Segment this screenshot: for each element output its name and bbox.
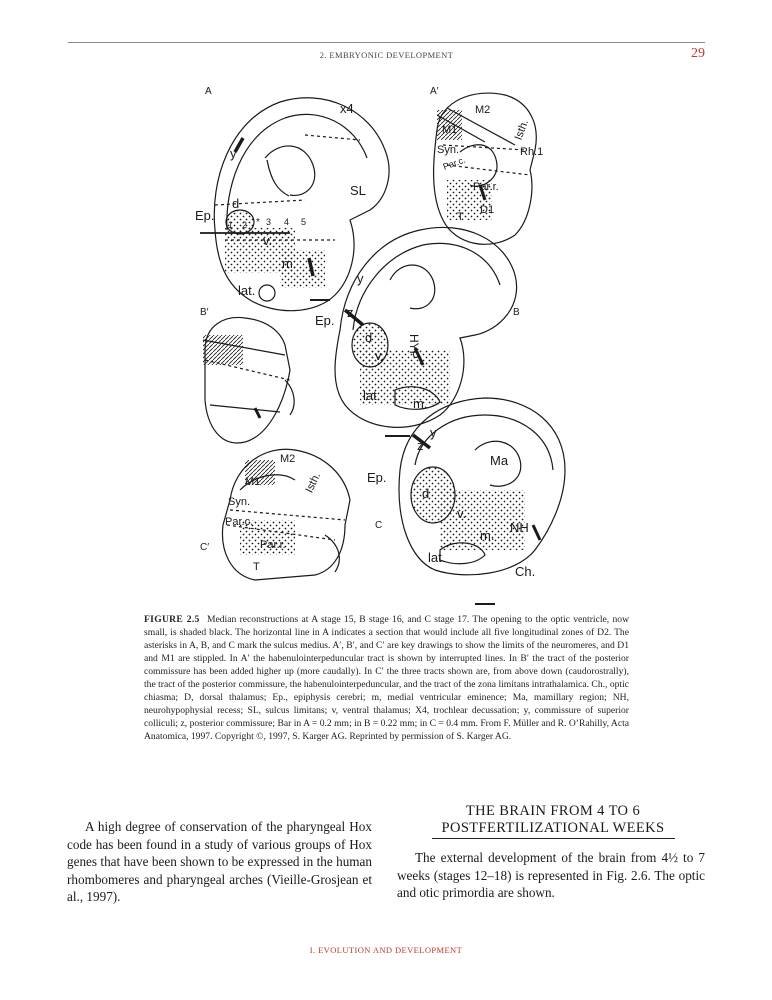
panel-label-b: B: [513, 307, 520, 318]
zone-3: 3: [266, 217, 272, 227]
panel-label-c: C: [375, 520, 383, 531]
annotation-v-c: v.: [457, 506, 467, 521]
caption-text: Median reconstructions at A stage 15, B stage 16, and C stage 17. The opening to the optic ventricle, now small, is shaded black. The horizontal line in A indicates a section that would include all five longitudinal zones of D2. The asterisks in A, B, and C mark the sulcus medius. A′, B′, and C′ are key drawings to show the limits of the neuromeres, and D1 and M1 are stippled. In A′ the habenulointerpeduncular tract is shown by interrupted lines. In B′ the tract of the posterior commissure has been added higher up (more caudally). In C′ the three tracts shown are, from above down (caudorostrally), the tract of the posterior commissure, the habenulointerpeduncular, and the tract of the zona limitans intrathalamica. Ch., optic chiasma; D, dorsal thalamus; Ep., epiphysis cerebri; m, medial ventricular eminence; Ma, mamillary region; NH, neurohypophysial recess; SL, sulcus limitans; v, ventral thalamus; X4, trochlear decussation; y, commissure of superior colliculi; z, posterior commissure; Bar in A = 0.2 mm; in B = 0.22 mm; in C = 0.4 mm. From F. Müller and R. O’Rahilly, Acta Anatomica, 1997. Copyright ©, 1997, S. Karger AG. Reprinted by permission of S. Karger AG.: [144, 614, 630, 742]
annotation-par-c: Par.c.: [441, 154, 467, 172]
panel-label-c-prime: C′: [200, 542, 210, 553]
annotation-d1: D1: [480, 204, 495, 216]
annotation-par-r: Par.r.: [473, 181, 499, 193]
figure-label: FIGURE 2.5: [144, 614, 200, 625]
annotation-m2: M2: [475, 104, 491, 116]
annotation-ch: Ch.: [515, 564, 536, 579]
zone-4: 4: [284, 217, 290, 227]
annotation-m-b: m.: [413, 396, 428, 411]
panel-c-drawing: [399, 398, 565, 604]
annotation-t: T: [457, 211, 464, 223]
annotation-m1-c: M1: [245, 476, 261, 488]
zone-1: 1: [228, 220, 234, 230]
annotation-syn-c: Syn.: [228, 496, 251, 508]
annotation-v: v.: [263, 233, 273, 248]
annotation-sl: SL: [350, 183, 366, 198]
section-heading-line-1: THE BRAIN FROM 4 TO 6: [465, 803, 641, 819]
annotation-nh: NH: [510, 520, 529, 535]
annotation-z-c: z: [417, 438, 424, 453]
section-heading: [400, 803, 706, 837]
annotation-par-c-c: Par.c.: [225, 516, 254, 528]
annotation-m1: M1: [442, 124, 458, 136]
annotation-d: d: [232, 196, 240, 211]
annotation-d-b: d: [365, 330, 373, 345]
zone-5: 5: [301, 217, 307, 227]
annotation-m: m.: [282, 256, 297, 271]
page-number: 29: [691, 46, 705, 61]
panel-c-prime-drawing: [222, 449, 350, 580]
annotation-m2-c: M2: [280, 453, 296, 465]
annotation-y-b: y: [357, 271, 364, 286]
sulcus-medius-asterisk: *: [256, 217, 260, 228]
running-footer: I. EVOLUTION AND DEVELOPMENT: [309, 945, 463, 955]
annotation-ep-c: Ep.: [367, 470, 387, 485]
figure-caption: [144, 613, 629, 743]
annotation-isth: Isth.: [512, 118, 532, 142]
panel-b-prime-drawing: [203, 317, 294, 442]
annotation-z-b: z: [347, 305, 354, 320]
annotation-m-c: m.: [480, 528, 495, 543]
annotation-lat-c: lat.: [428, 550, 446, 565]
panel-b-prime-labels: [200, 307, 209, 318]
annotation-isth-c: Isth.: [303, 470, 324, 495]
running-header: [68, 42, 705, 63]
zone-2: 2: [242, 220, 248, 230]
annotation-lat-b: lat.: [363, 388, 381, 403]
annotation-x4: x4: [340, 101, 354, 116]
panel-label-a: A: [205, 86, 212, 97]
annotation-ep-b: Ep.: [315, 313, 335, 328]
annotation-rh1: Rh.1: [520, 146, 544, 158]
annotation-ep: Ep.: [195, 208, 215, 223]
annotation-y: y: [230, 146, 237, 161]
annotation-y-c: y: [430, 425, 437, 440]
annotation-d-c: d: [422, 486, 430, 501]
annotation-par-r-c: Par.r.: [260, 539, 286, 551]
right-column-paragraph: The external development of the brain from 4½ to 7 weeks (stages 12–18) is represented in Fig. 2.6. The optic and otic primordia are shown.: [397, 850, 705, 900]
panel-label-b-prime: B′: [200, 307, 209, 318]
section-heading-rule: [432, 838, 675, 839]
annotation-v-b: v.: [375, 348, 385, 363]
section-heading-line-2: POSTFERTILIZATIONAL WEEKS: [441, 820, 665, 836]
annotation-ma: Ma: [490, 453, 509, 468]
panel-label-a-prime: A′: [430, 86, 439, 97]
annotation-t-c: T: [253, 561, 260, 573]
left-column-paragraph: A high degree of conservation of the pharyngeal Hox code has been found in a study of various groups of Hox genes that have been shown to be expressed in the human rhombomeres and pharyngeal arches (Vieille-Grosjean et al., 1997).: [67, 819, 372, 904]
annotation-hyp: HYP: [407, 334, 421, 359]
annotation-syn: Syn.: [437, 144, 460, 156]
figure-brain-reconstructions: [185, 80, 570, 610]
annotation-lat: lat.: [238, 283, 256, 298]
running-title: 2. EMBRYONIC DEVELOPMENT: [319, 50, 454, 60]
